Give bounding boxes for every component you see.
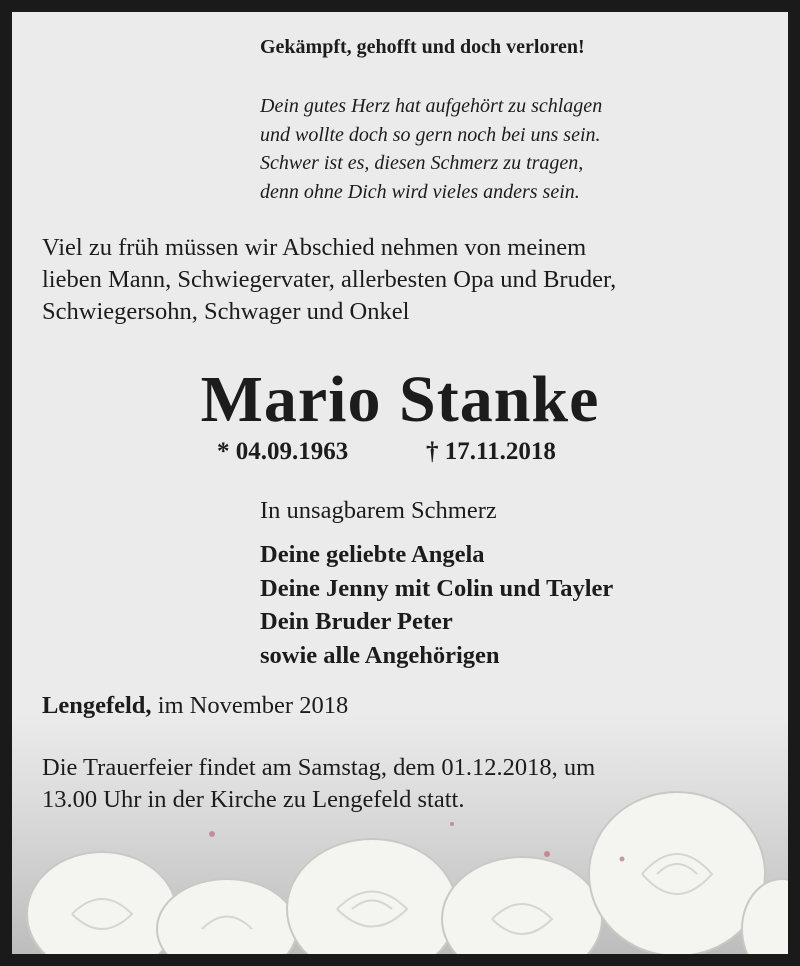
funeral-service-info (42, 752, 595, 816)
place-date (42, 692, 348, 720)
motto: Gekämpft, gehofft und doch verloren! (260, 36, 585, 58)
intro-line: Viel zu früh müssen wir Abschied nehmen von meinem (42, 234, 587, 261)
verse-line: Schwer ist es, diesen Schmerz zu tragen, (260, 152, 584, 174)
mourning-line: In unsagbarem Schmerz (260, 497, 497, 524)
mourner: sowie alle Angehörigen (260, 641, 500, 669)
mourners-list (260, 538, 613, 672)
service-line: Die Trauerfeier findet am Samstag, dem 01.12.2018, um (42, 754, 596, 781)
mourner: Dein Bruder Peter (260, 608, 453, 635)
mourner: Deine Jenny mit Colin und Tayler (260, 574, 614, 602)
white-roses-image (12, 714, 788, 954)
deceased-name: Mario Stanke (200, 363, 600, 436)
verse-line: denn ohne Dich wird vieles anders sein. (260, 180, 580, 203)
intro-line: lieben Mann, Schwiegervater, allerbesten Opa und Bruder, (42, 266, 617, 293)
verse-line: und wollte doch so gern noch bei uns sein. (260, 123, 601, 146)
verse (260, 92, 602, 206)
place-town: Lengefeld, (42, 692, 152, 719)
verse-line: Dein gutes Herz hat aufgehört zu schlagen (260, 95, 603, 117)
roses-illustration (12, 714, 788, 954)
birth-date: * 04.09.1963 (217, 438, 349, 465)
intro-text (42, 232, 616, 328)
death-date: † 17.11.2018 (426, 438, 556, 465)
intro-line: Schwiegersohn, Schwager und Onkel (42, 298, 410, 325)
service-line: 13.00 Uhr in der Kirche zu Lengefeld statt. (42, 786, 465, 813)
place-month: im November 2018 (151, 692, 349, 719)
mourner: Deine geliebte Angela (260, 541, 485, 568)
